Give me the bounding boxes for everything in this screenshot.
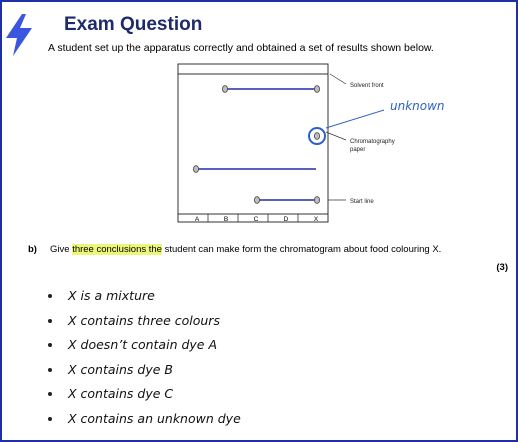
lightning-bolt-icon [4, 14, 34, 56]
start-line-label: Start line [350, 199, 374, 205]
dye-spot [314, 197, 319, 204]
question-text-post: student can make form the chromatogram about food colouring X. [161, 244, 442, 255]
bullet-icon [48, 294, 52, 298]
column-label: A [194, 216, 200, 223]
bullet-icon [48, 392, 52, 396]
answer-item: X contains dye C [48, 382, 241, 407]
answer-item: X contains dye B [48, 358, 241, 383]
solvent-front-label: Solvent front [350, 83, 384, 89]
dye-spot [254, 197, 259, 204]
answer-item: X is a mixture [48, 284, 241, 309]
question-text-pre: Give [50, 244, 73, 255]
column-label: X [313, 216, 319, 223]
column-label: C [253, 216, 259, 223]
answer-item: X contains an unknown dye [48, 407, 241, 432]
page-title: Exam Question [64, 14, 203, 35]
question-text [50, 244, 441, 255]
paper-label: paper [350, 147, 366, 153]
answer-list [48, 284, 241, 431]
chromatography-paper [178, 64, 328, 222]
highlighted-phrase: three conclusions the [72, 244, 162, 255]
bullet-icon [48, 368, 52, 372]
dye-spot [193, 166, 198, 173]
column-label: D [283, 216, 289, 223]
answer-item: X doesn’t contain dye A [48, 333, 241, 358]
marks-label: (3) [496, 262, 508, 273]
bullet-icon [48, 417, 52, 421]
dye-spot [314, 86, 319, 93]
chromatogram-diagram [170, 62, 460, 234]
bullet-icon [48, 343, 52, 347]
dye-spot [314, 133, 319, 140]
bullet-icon [48, 319, 52, 323]
question-letter: b) [28, 244, 37, 255]
answer-item: X contains three colours [48, 309, 241, 334]
dye-spot [222, 86, 227, 93]
unknown-label: unknown [390, 99, 445, 113]
paper-label: Chromatography [350, 139, 395, 145]
intro-text: A student set up the apparatus correctly and obtained a set of results shown below. [48, 42, 434, 54]
column-label: B [223, 216, 229, 223]
